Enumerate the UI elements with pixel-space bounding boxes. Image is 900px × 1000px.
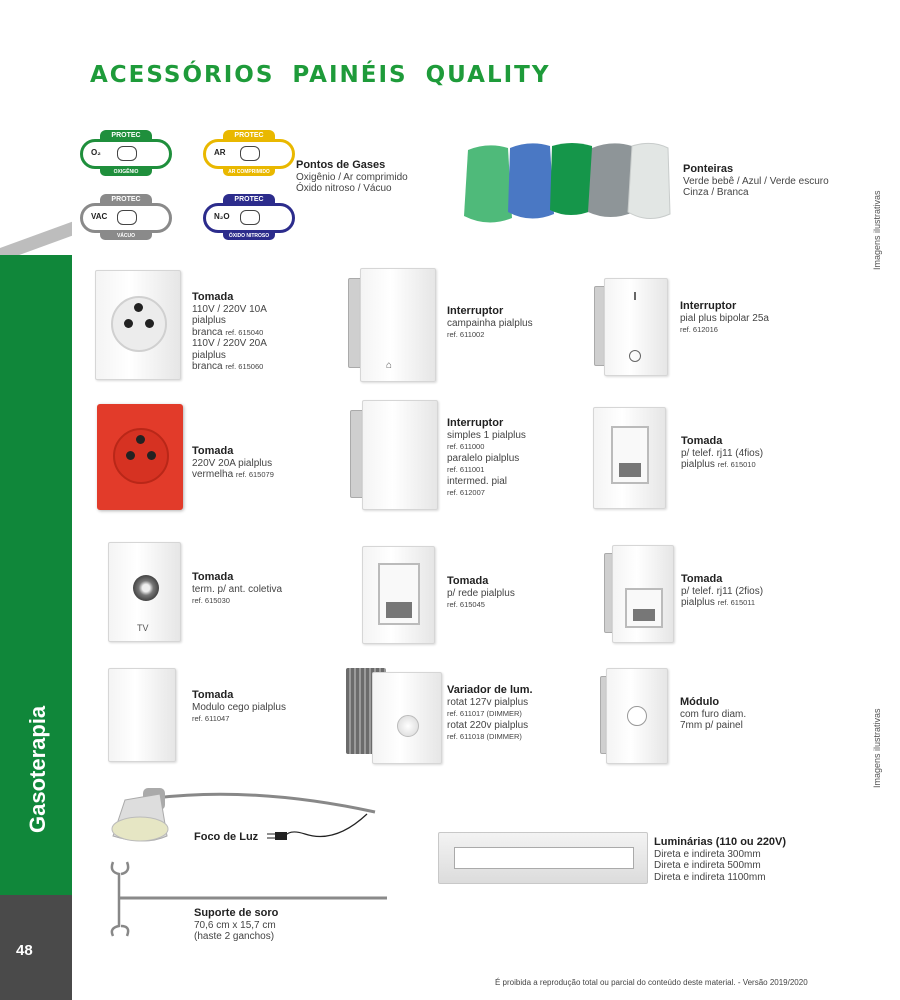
gas-plate-nitrous: PROTEC N₂O ÓXIDO NITROSO [203,194,295,240]
page-number-band [0,895,72,1000]
gases-description: Pontos de Gases Oxigênio / Ar comprimido Óxido nitroso / Vácuo [296,159,408,194]
tomada-rede-description: Tomada p/ rede pialplus ref. 615045 [447,575,515,609]
interruptor-simples-description: Interruptor simples 1 pialplus ref. 611000 paralelo pialplus ref. 611001 intermed. pial ref. 612007 [447,417,526,497]
ponteiras-image [458,140,678,230]
variador-description: Variador de lum. rotat 127v pialplus ref. 611017 (DIMMER) rotat 220v pialplus ref. 611018 (DIMMER) [447,684,533,741]
phone-jack-2wire-image [604,545,674,643]
tomada-rj11-4fios-description: Tomada p/ telef. rj11 (4fios) pialplus ref. 615010 [681,435,764,470]
tomada-rj11-2fios-description: Tomada p/ telef. rj11 (2fios) pialplus ref. 615011 [681,573,764,608]
tomada-vermelha-description: Tomada 220V 20A pialplus vermelha ref. 615079 [192,445,274,480]
tomada-antena-description: Tomada term. p/ ant. coletiva ref. 615030 [192,571,283,605]
side-note: Imagens ilustrativas [872,708,882,788]
network-jack-image [362,546,435,644]
section-label: Gasoterapia [25,705,50,833]
switch-simple-image [350,400,438,510]
gas-plate-oxygen: PROTEC O₂ OXIGÊNIO [80,130,172,176]
outlet-white-image [95,270,181,380]
outlet-red-image [97,404,183,510]
modulo-cego-description: Tomada Modulo cego pialplus ref. 611047 [192,689,286,723]
module-hole-image [600,668,668,764]
modulo-furo-description: Módulo com furo diam. 7mm p/ painel [680,696,747,731]
dimmer-image [346,668,442,764]
side-note: Imagens ilustrativas [872,190,882,270]
antenna-outlet-image: TV [108,542,181,642]
luminaire-image [438,832,648,884]
footer-note: É proibida a reprodução total ou parcial do conteúdo deste material. - Versão 2019/2020 [495,978,808,987]
page-title: ACESSÓRIOS PAINÉIS QUALITY [90,62,551,88]
switch-bell-image: ⌂ [348,268,438,382]
tomada-10a-description: Tomada 110V / 220V 10A pialplus branca ref. 615040 110V / 220V 20A pialplus branca ref. 615060 [192,291,267,372]
interruptor-campainha-description: Interruptor campainha pialplus ref. 611002 [447,305,533,339]
suporte-description: Suporte de soro 70,6 cm x 15,7 cm (haste 2 ganchos) [194,907,279,942]
foco-description: Foco de Luz [194,831,259,843]
blank-module-image [108,668,176,762]
gas-plate-vacuum: PROTEC VAC VÁCUO [80,194,172,240]
luminarias-description: Luminárias (110 ou 220V) Direta e indireta 300mm Direta e indireta 500mm Direta e indireta 1100mm [654,836,787,883]
gas-plate-air: PROTEC AR AR COMPRIMIDO [203,130,295,176]
spotlight-image [105,784,390,854]
ponteiras-description: Ponteiras Verde bebê / Azul / Verde escuro Cinza / Branca [683,163,829,198]
switch-bipolar-image [594,278,668,376]
interruptor-bipolar-description: Interruptor pial plus bipolar 25a ref. 612016 [680,300,769,334]
phone-jack-4wire-image [593,407,666,509]
page-number: 48 [16,942,33,959]
